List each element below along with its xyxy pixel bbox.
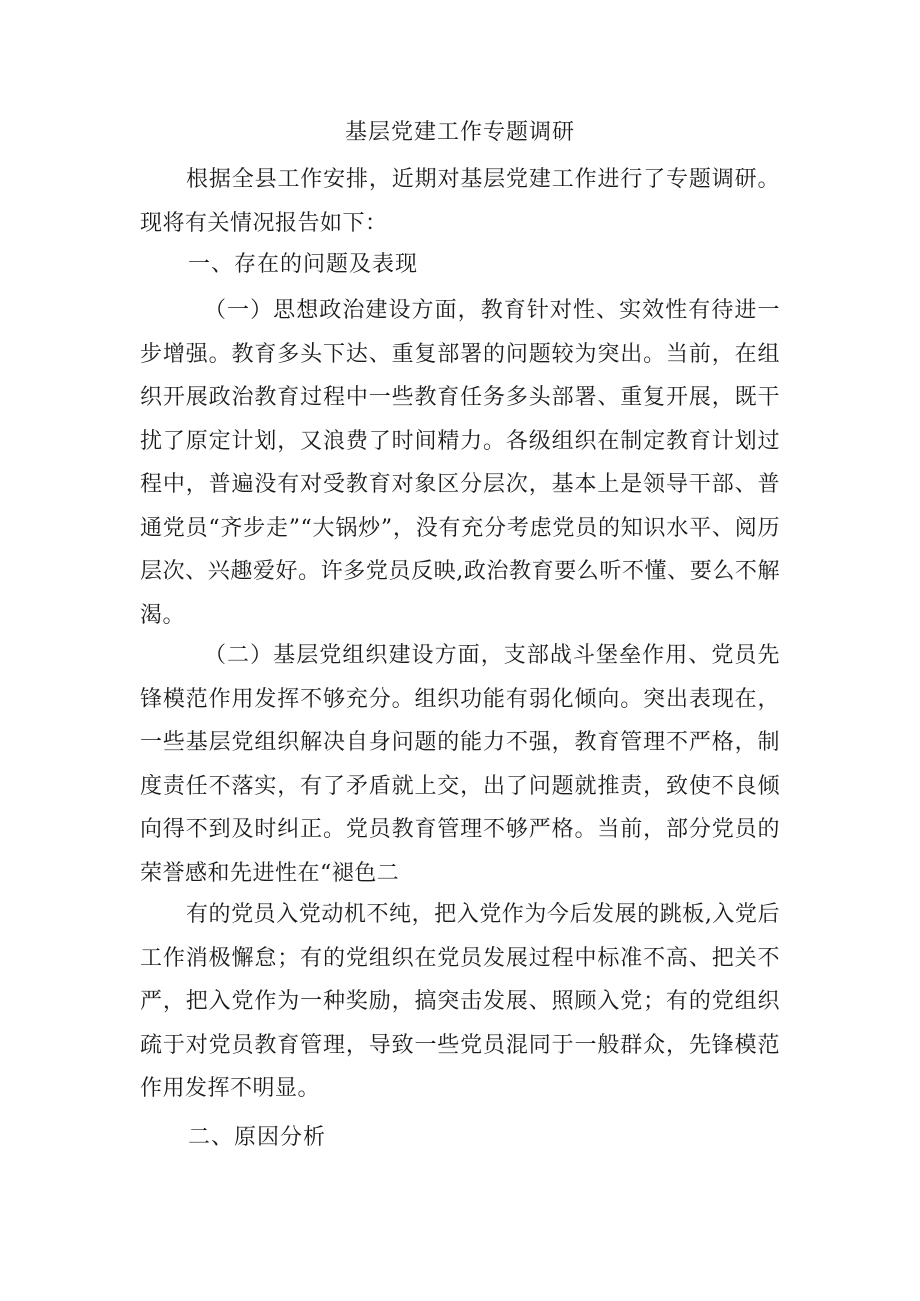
section-2-heading: 二、原因分析 xyxy=(188,1125,327,1150)
subsection-1-paragraph: （一）思想政治建设方面，教育针对性、实效性有待进一步增强。教育多头下达、重复部署的问题较为突出。当前，在组织开展政治教育过程中一些教育任务多头部署、重复开展，既干扰了原定计划，又浪费了时间精力。各级组织在制定教育计划过程中，普遍没有对受教育对象区分层次，基本上是领导干部、普通党员“齐步走”“大锅炒”，没有充分考虑党员的知识水平、阅历层次、兴趣爱好。许多党员反映,政治教育要么听不懂、要么不解渴。 xyxy=(140,298,780,628)
section-1-heading: 一、存在的问题及表现 xyxy=(188,252,419,277)
subsection-2-paragraph: （二）基层党组织建设方面，支部战斗堡垒作用、党员先锋模范作用发挥不够充分。组织功能有弱化倾向。突出表现在，一些基层党组织解决自身问题的能力不强，教育管理不严格，制度责任不落实，有了矛盾就上交，出了问题就推责，致使不良倾向得不到及时纠正。党员教育管理不够严格。当前，部分党员的荣誉感和先进性在“褪色二 xyxy=(140,643,780,886)
paragraph-3: 有的党员入党动机不纯，把入党作为今后发展的跳板,入党后工作消极懈怠；有的党组织在党员发展过程中标准不高、把关不严，把入党作为一种奖励，搞突击发展、照顾入党；有的党组织疏于对党员教育管理，导致一些党员混同于一般群众，先锋模范作用发挥不明显。 xyxy=(140,902,780,1101)
document-title: 基层党建工作专题调研 xyxy=(344,120,575,145)
intro-paragraph: 根据全县工作安排，近期对基层党建工作进行了专题调研。现将有关情况报告如下： xyxy=(140,167,780,236)
